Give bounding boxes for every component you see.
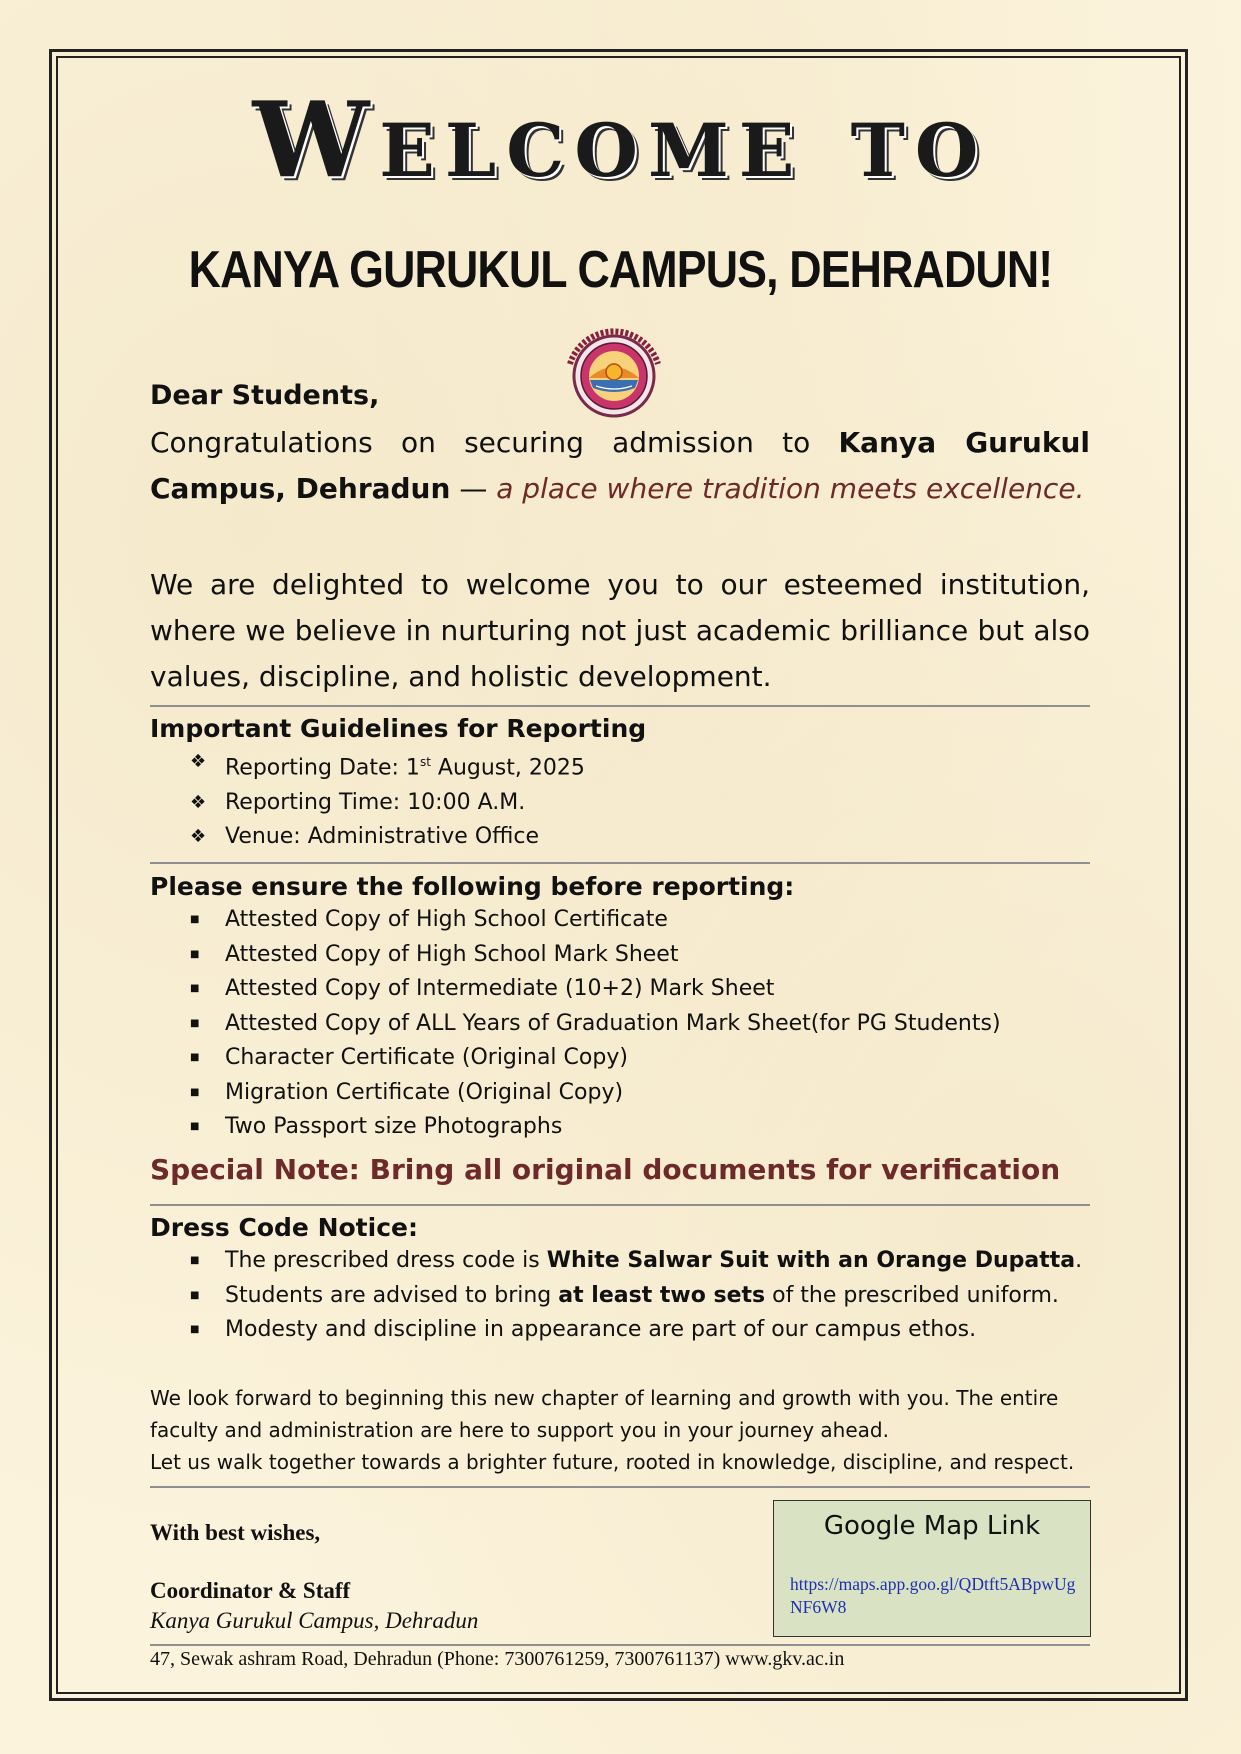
list-item: ■ Character Certificate (Original Copy)	[150, 1041, 1090, 1076]
dress-code-heading: Dress Code Notice:	[150, 1213, 418, 1242]
square-bullet-icon: ■	[190, 1017, 200, 1029]
closing-paragraph	[150, 1382, 1090, 1478]
diamond-bullet-icon: ❖	[190, 826, 207, 848]
square-bullet-icon: ■	[190, 1086, 200, 1098]
footer-address: 47, Sewak ashram Road, Dehradun (Phone: 7300761259, 7300761137) www.gkv.ac.in	[150, 1648, 845, 1670]
closing-line: faculty and administration are here to support you in your journey ahead.	[150, 1418, 889, 1442]
list-item: ■ Attested Copy of Intermediate (10+2) Mark Sheet	[150, 972, 1090, 1007]
dress-code-section	[150, 1213, 1090, 1348]
map-link[interactable]: https://maps.app.goo.gl/QDtft5ABpwUgNF6W8	[790, 1574, 1076, 1617]
divider	[150, 705, 1090, 707]
square-bullet-icon: ■	[190, 914, 200, 925]
closing-line: Let us walk together towards a brighter future, rooted in knowledge, discipline, and respect.	[150, 1450, 1075, 1474]
list-item: ■ The prescribed dress code is White Salwar Suit with an Orange Dupatta.	[150, 1244, 1090, 1279]
signoff-campus: Kanya Gurukul Campus, Dehradun	[150, 1608, 479, 1633]
diamond-bullet-icon: ❖	[190, 791, 207, 813]
reporting-section	[150, 714, 1090, 855]
campus-title: KANYA GURUKUL CAMPUS, DEHRADUN!	[188, 241, 1053, 299]
divider	[150, 1644, 1090, 1646]
google-map-box	[773, 1500, 1091, 1637]
list-item: ■ Migration Certificate (Original Copy)	[150, 1076, 1090, 1111]
campus-name: Kanya Gurukul Campus, Dehradun	[150, 426, 1091, 505]
congrats-prefix: Congratulations on securing admission to	[150, 426, 839, 459]
documents-section	[150, 872, 1090, 1145]
signoff-wishes: With best wishes,	[150, 1520, 321, 1545]
dress-code-list	[150, 1244, 1090, 1348]
square-bullet-icon: ■	[190, 948, 200, 960]
list-item: ■ Attested Copy of High School Mark Sheet	[150, 938, 1090, 973]
welcome-paragraph: We are delighted to welcome you to our esteemed institution, where we believe in nurturing not just academic brilliance but also values, discipline, and holistic development.	[150, 568, 1090, 693]
divider	[150, 1486, 1090, 1488]
list-item: ❖ Venue: Administrative Office	[150, 820, 1090, 855]
reporting-heading: Important Guidelines for Reporting	[150, 714, 647, 743]
square-bullet-icon: ■	[190, 1255, 200, 1266]
documents-list	[150, 903, 1090, 1145]
list-item: ❖ Reporting Date: 1st August, 2025	[150, 745, 1090, 786]
congratulations-paragraph	[150, 420, 1090, 512]
list-item: ■ Modesty and discipline in appearance are part of our campus ethos.	[150, 1313, 1090, 1348]
list-item: ■ Attested Copy of High School Certificate	[150, 903, 1090, 938]
divider	[150, 862, 1090, 864]
square-bullet-icon: ■	[190, 1052, 200, 1063]
closing-line: We look forward to beginning this new chapter of learning and growth with you. The entire	[150, 1386, 1059, 1410]
list-item: ■ Attested Copy of ALL Years of Graduation Mark Sheet(for PG Students)	[150, 1007, 1090, 1042]
square-bullet-icon: ■	[190, 1289, 200, 1301]
map-title: Google Map Link	[823, 1511, 1041, 1541]
greeting: Dear Students,	[150, 380, 380, 411]
diamond-bullet-icon: ❖	[190, 751, 207, 772]
em-dash: —	[450, 472, 497, 505]
list-item: ❖ Reporting Time: 10:00 A.M.	[150, 786, 1090, 821]
tagline: a place where tradition meets excellence.	[496, 472, 1085, 505]
welcome-heading: Welcome to	[252, 78, 989, 201]
square-bullet-icon: ■	[190, 1324, 200, 1335]
special-note: Special Note: Bring all original documents for verification	[150, 1153, 1061, 1186]
square-bullet-icon: ■	[190, 1121, 200, 1132]
reporting-list	[150, 745, 1090, 855]
list-item: ■ Students are advised to bring at least two sets of the prescribed uniform.	[150, 1279, 1090, 1314]
signoff-from: Coordinator & Staff	[150, 1578, 351, 1603]
documents-heading: Please ensure the following before reporting:	[150, 872, 795, 901]
list-item: ■ Two Passport size Photographs	[150, 1110, 1090, 1145]
square-bullet-icon: ■	[190, 983, 200, 994]
divider	[150, 1204, 1090, 1206]
